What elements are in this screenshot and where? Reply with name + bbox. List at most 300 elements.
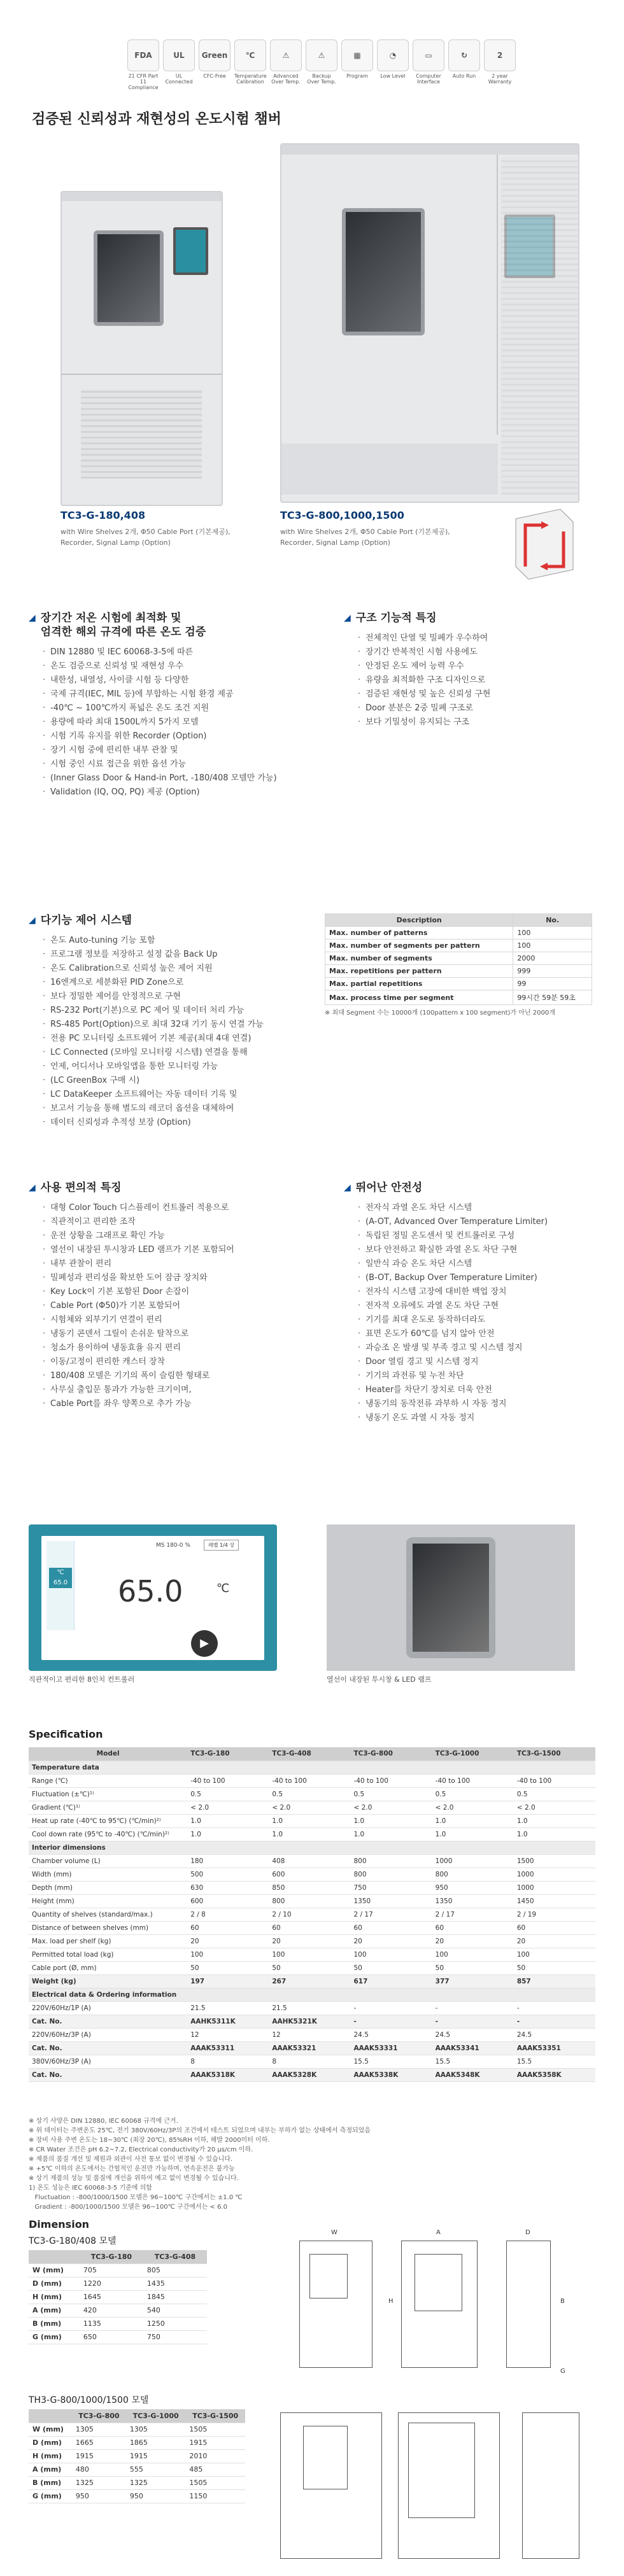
badge [341, 39, 373, 97]
list-item: · 16엔계으로 세분화된 PID Zone으로 [43, 976, 322, 990]
list-item: · 시험 기록 유지를 위한 Recorder (Option) [43, 729, 309, 743]
spec-cell: 850 [269, 1881, 350, 1894]
list-item: · 운전 상황을 그래프로 확인 가능 [43, 1229, 322, 1243]
window-outline [303, 2426, 348, 2489]
spec-cell: 50 [514, 1961, 595, 1974]
spec-cell: 20 [432, 1934, 514, 1948]
section-convenience [29, 1181, 322, 1411]
table-cell: 99 [513, 978, 592, 990]
section-title: 엄격한 해외 규격에 따른 온도 검증 [40, 626, 206, 638]
level-button[interactable]: 레벨 1/4 상 [204, 1540, 239, 1551]
badge [127, 39, 159, 97]
window-outline [309, 2254, 348, 2298]
badge [234, 39, 266, 97]
spec-cell: Temperature data [29, 1761, 187, 1774]
spec-cell [432, 1761, 514, 1774]
spec-cell: 800 [351, 1868, 432, 1881]
section-marker-icon: ◢ [344, 1183, 351, 1193]
spec-cell: Chamber volume (L) [29, 1854, 187, 1868]
list-item: · 온도 검증으로 신뢰성 및 재현성 우수 [43, 659, 309, 673]
list-item: · (A-OT, Advanced Over Temperature Limiter) [358, 1215, 605, 1229]
spec-cell [269, 1841, 350, 1854]
table-header: No. [513, 914, 592, 927]
spec-cell: 50 [187, 1961, 269, 1974]
feature-list [358, 1201, 605, 1425]
table-cell: 100 [513, 940, 592, 952]
spec-cell: 100 [514, 1948, 595, 1961]
dim-cell: D (mm) [29, 2436, 72, 2449]
spec-cell: 267 [269, 1974, 350, 1988]
dim-header: TC3-G-1000 [126, 2409, 186, 2423]
dimension-title: Dimension [29, 2218, 90, 2230]
spec-cell: 0.5 [432, 1787, 514, 1801]
section-structure [344, 611, 599, 729]
list-item: · (LC GreenBox 구매 시) [43, 1074, 322, 1088]
spec-cell: AAAK53351 [514, 2041, 595, 2055]
spec-cell: 50 [269, 1961, 350, 1974]
spec-header: TC3-G-800 [351, 1747, 432, 1761]
list-item: · 내한성, 내열성, 사이클 시험 등 다양한 [43, 673, 309, 687]
dim-cell: A (mm) [29, 2463, 72, 2476]
spec-cell: 377 [432, 1974, 514, 1988]
spec-cell: < 2.0 [351, 1801, 432, 1814]
list-item: · 용량에 따라 최대 1500L까지 5가지 모델 [43, 715, 309, 729]
table-note: ※ 최대 Segment 수는 10000개 (100pattern x 100 segment)가 아닌 2000개 [325, 1010, 555, 1017]
spec-cell: 2 / 17 [432, 1908, 514, 1921]
dim-letter: W [331, 2229, 337, 2236]
spec-cell: 20 [269, 1934, 350, 1948]
dim-cell: 540 [143, 2304, 207, 2317]
dim-row [29, 2317, 207, 2330]
spec-cell: 60 [187, 1921, 269, 1934]
spec-cell: - [514, 2015, 595, 2028]
badge-icon: ▭ [413, 39, 444, 71]
dim-cell: 1220 [80, 2277, 143, 2290]
spec-header: TC3-G-1000 [432, 1747, 514, 1761]
chamber-outline [415, 2254, 462, 2311]
list-item: · 보고서 기능을 통해 별도의 레코더 옵션을 대체하여 [43, 1102, 322, 1116]
set-value: 65.0 [53, 1579, 68, 1586]
spec-cell: -40 to 100 [269, 1774, 350, 1787]
spec-row [29, 1961, 595, 1974]
spec-cell [351, 1841, 432, 1854]
feature-badges [127, 39, 592, 97]
spec-row [29, 2001, 595, 2015]
list-item: · 냉동기 콘덴서 그릴이 손쉬운 탈착으로 [43, 1327, 322, 1341]
spec-row [29, 1881, 595, 1894]
dim-cell: 1865 [126, 2436, 186, 2449]
badge-icon: ▦ [341, 39, 373, 71]
table-header: Description [325, 914, 513, 927]
spec-header: TC3-G-408 [269, 1747, 350, 1761]
dim-letter: D [525, 2229, 530, 2236]
feature-list [43, 645, 309, 799]
table-cell: Max. number of segments [325, 952, 513, 965]
dim-header: TC3-G-1500 [185, 2409, 245, 2423]
dim-cell: 1305 [72, 2423, 126, 2436]
spec-cell: 950 [432, 1881, 514, 1894]
spec-cell: < 2.0 [514, 1801, 595, 1814]
badge [270, 39, 302, 97]
list-item: · RS-232 Port(기본)으로 PC 제어 및 데이터 처리 가능 [43, 1004, 322, 1018]
spec-cell: - [432, 2015, 514, 2028]
list-item: · 내부 관찰이 편리 [43, 1257, 322, 1271]
dim-cell: 1305 [126, 2423, 186, 2436]
spec-row [29, 2068, 595, 2081]
badge-label: 21 CFR Part 11 Compliance [128, 73, 159, 90]
set-value-box [49, 1568, 72, 1588]
list-item: · 언제, 어디서나 모바일앱을 통한 모니터링 가능 [43, 1060, 322, 1074]
spec-cell: Width (mm) [29, 1868, 187, 1881]
condenser-grille [81, 390, 202, 479]
badge-label: Temperature Calibration [234, 73, 267, 85]
badge [413, 39, 444, 97]
viewing-window [342, 208, 425, 335]
spec-cell: 1.0 [432, 1814, 514, 1827]
list-item: · 직관적이고 편리한 조작 [43, 1215, 322, 1229]
dim-cell: H (mm) [29, 2290, 80, 2304]
spec-cell: Heat up rate (-40℃ to 95℃) (℃/min)²⁾ [29, 1814, 187, 1827]
spec-cell: 1.0 [351, 1827, 432, 1841]
spec-cell: AAHK5311K [187, 2015, 269, 2028]
spec-cell: 100 [187, 1948, 269, 1961]
spec-row [29, 1908, 595, 1921]
dim-row [29, 2330, 207, 2344]
list-item: · LC DataKeeper 소프트웨어는 자동 데이터 기록 및 [43, 1088, 322, 1102]
badge-icon: 2 [484, 39, 516, 71]
spec-cell: AAAK53321 [269, 2041, 350, 2055]
spec-header: TC3-G-180 [187, 1747, 269, 1761]
badge-icon: UL [163, 39, 195, 71]
dim-letter: G [560, 2368, 565, 2375]
badge [484, 39, 516, 97]
dim-cell: 950 [126, 2489, 186, 2503]
spec-cell: Height (mm) [29, 1894, 187, 1908]
spec-notes [29, 2116, 595, 2212]
spec-cell [187, 1841, 269, 1854]
spec-cell: AAAK5318K [187, 2068, 269, 2081]
list-item: · 열선이 내장된 투시창과 LED 램프가 기본 포함되어 [43, 1243, 322, 1257]
table-cell: Max. process time per segment [325, 990, 513, 1005]
dim-cell: D (mm) [29, 2277, 80, 2290]
section-marker-icon: ◢ [29, 915, 36, 926]
spec-title: Specification [29, 1728, 103, 1740]
list-item: · Door 분분은 2중 밀폐 구조로 [358, 701, 599, 715]
dim-cell: 750 [143, 2330, 207, 2344]
spec-cell: 197 [187, 1974, 269, 1988]
model-sub: Recorder, Signal Lamp (Option) [60, 538, 171, 547]
list-item: · LC Connected (모바일 모니터링 시스템) 연결을 통해 [43, 1046, 322, 1060]
spec-cell: 1.0 [514, 1814, 595, 1827]
window-caption: 열선이 내장된 투시창 & LED 램프 [327, 1675, 432, 1684]
dim-row [29, 2449, 245, 2463]
dim-row [29, 2423, 245, 2436]
note-line: ※ CR Water 조건은 pH 6.2~7.2, Electrical conductivity가 20 μs/cm 이하. [29, 2146, 253, 2153]
list-item: · 냉동기의 동작전류 과부하 시 자동 정지 [358, 1397, 605, 1411]
spec-cell: 600 [187, 1894, 269, 1908]
spec-cell: AAAK53341 [432, 2041, 514, 2055]
spec-cell: 0.5 [351, 1787, 432, 1801]
list-item: · (B-OT, Backup Over Temperature Limiter) [358, 1271, 605, 1285]
section-title: 장기간 저온 시험에 최적화 및 [40, 612, 181, 624]
badge-label: Computer Interface [416, 73, 441, 85]
base-panel [281, 444, 498, 495]
note-line: ※ 상기 제품의 성능 및 품질에 개선을 위하여 예고 없이 변경될 수 있습니다. [29, 2175, 239, 2182]
spec-cell: Distance of between shelves (mm) [29, 1921, 187, 1934]
list-item: · (Inner Glass Door & Hand-in Port, -180/408 모델만 가능) [43, 771, 309, 785]
badge-label: Backup Over Temp. [307, 73, 336, 85]
spec-cell [514, 1988, 595, 2001]
side-view-drawing [506, 2241, 551, 2368]
list-item: · 180/408 모델은 기기의 폭이 슬림한 형태로 [43, 1369, 322, 1383]
spec-cell: 1.0 [269, 1814, 350, 1827]
controller-caption: 직관적이고 편리한 8인치 컨트롤러 [29, 1675, 135, 1684]
list-item: · 시험체와 외부기기 연결이 편리 [43, 1313, 322, 1327]
play-button[interactable]: ▶ [191, 1630, 218, 1657]
list-item: · 보다 기밀성이 유지되는 구조 [358, 715, 599, 729]
spec-cell: 1.0 [269, 1827, 350, 1841]
dim-row [29, 2277, 207, 2290]
spec-row [29, 1988, 595, 2001]
chamber-outline [408, 2423, 475, 2518]
spec-cell: 24.5 [351, 2028, 432, 2041]
badge-label: Advanced Over Temp. [271, 73, 301, 85]
list-item: · 밀폐성과 편리성을 확보한 도어 잠금 장치와 [43, 1271, 322, 1285]
list-item: · 기기의 과전류 및 누전 차단 [358, 1369, 605, 1383]
spec-cell: 180 [187, 1854, 269, 1868]
spec-cell: 100 [351, 1948, 432, 1961]
spec-cell: Weight (kg) [29, 1974, 187, 1988]
spec-row [29, 1801, 595, 1814]
table-row [325, 927, 592, 940]
list-item: · 데이터 신뢰성과 추적성 보장 (Option) [43, 1116, 322, 1130]
list-item: · 일반식 과승 온도 차단 시스템 [358, 1257, 605, 1271]
badge-icon: ◔ [377, 39, 409, 71]
badge [163, 39, 195, 97]
spec-cell: 1.0 [187, 1827, 269, 1841]
spec-cell: 408 [269, 1854, 350, 1868]
side-vent [501, 157, 578, 495]
badge-label: Program [346, 73, 368, 79]
spec-cell: 1.0 [432, 1827, 514, 1841]
list-item: · DIN 12880 및 IEC 60068-3-5에 따른 [43, 645, 309, 659]
dim-cell: 1645 [80, 2290, 143, 2304]
page-headline: 검증된 신뢰성과 재현성의 온도시험 챔버 [32, 111, 281, 127]
dim-cell: 1150 [185, 2489, 245, 2503]
spec-cell: 1.0 [514, 1827, 595, 1841]
list-item: · 온도 Auto-tuning 기능 포함 [43, 934, 322, 948]
badge-icon: ⚠ [306, 39, 337, 71]
note-line: ※ +5℃ 이하의 온도에서는 간헐적인 운전만 가능하며, 연속운전은 불가능 [29, 2165, 235, 2172]
spec-cell: -40 to 100 [187, 1774, 269, 1787]
dim-cell: 650 [80, 2330, 143, 2344]
dimension-subtitle: TC3-G-180/408 모델 [29, 2236, 117, 2246]
dim-cell: 705 [80, 2263, 143, 2277]
spec-row [29, 1761, 595, 1774]
dim-letter: H [388, 2298, 394, 2305]
spec-cell: 220V/60Hz/3P (A) [29, 2028, 187, 2041]
spec-cell: 2 / 10 [269, 1908, 350, 1921]
spec-cell: 800 [351, 1854, 432, 1868]
spec-cell: 15.5 [432, 2055, 514, 2068]
badge-icon: ⚠ [270, 39, 302, 71]
note-line: ※ 위 데이터는 주변온도 25℃, 전기 380V/60Hz/3P의 조건에서 테스트 되었으며 내부는 부하가 없는 상태에서 측정되었음 [29, 2127, 371, 2134]
spec-cell: 1.0 [351, 1814, 432, 1827]
dim-cell: W (mm) [29, 2423, 72, 2436]
dim-cell: G (mm) [29, 2489, 72, 2503]
badge-label: Auto Run [452, 73, 476, 79]
spec-row [29, 1774, 595, 1787]
section-marker-icon: ◢ [344, 613, 351, 623]
table-cell: 99시간 59분 59초 [513, 990, 592, 1005]
model-title: TC3-G-800,1000,1500 [280, 509, 404, 521]
list-item: · -40℃ ~ 100℃까지 폭넓은 온도 조건 지원 [43, 701, 309, 715]
chamber-top-panel [281, 144, 578, 155]
spec-cell: < 2.0 [269, 1801, 350, 1814]
spec-cell: -40 to 100 [351, 1774, 432, 1787]
dim-cell: 1665 [72, 2436, 126, 2449]
dim-cell: 1325 [72, 2476, 126, 2489]
spec-cell: 750 [351, 1881, 432, 1894]
spec-cell: 0.5 [514, 1787, 595, 1801]
dim-cell: 2010 [185, 2449, 245, 2463]
spec-cell: Max. load per shelf (kg) [29, 1934, 187, 1948]
list-item: · 사무실 출입문 통과가 가능한 크기이며, [43, 1383, 322, 1397]
spec-cell: 50 [432, 1961, 514, 1974]
model-sub: with Wire Shelves 2개, Φ50 Cable Port (기본제공), [280, 528, 450, 536]
front-view-open-drawing [401, 2241, 478, 2368]
viewing-window [406, 1537, 495, 1658]
spec-cell [351, 1761, 432, 1774]
spec-cell: 20 [187, 1934, 269, 1948]
spec-row [29, 1827, 595, 1841]
list-item: · 안정된 온도 제어 능력 우수 [358, 659, 599, 673]
dim-cell: 1435 [143, 2277, 207, 2290]
list-item: · Key Lock이 기본 포함된 Door 손잡이 [43, 1285, 322, 1299]
spec-cell: AAAK5328K [269, 2068, 350, 2081]
note-line: ※ 제품의 품질 개선 및 제원과 외관이 사전 통보 없이 변경될 수 있습니다. [29, 2156, 233, 2163]
spec-cell: 21.5 [269, 2001, 350, 2015]
spec-cell [432, 1841, 514, 1854]
spec-cell: AAHK5321K [269, 2015, 350, 2028]
section-title: 뛰어난 안전성 [355, 1181, 423, 1194]
spec-cell: 617 [351, 1974, 432, 1988]
spec-cell: 12 [187, 2028, 269, 2041]
spec-cell: 1350 [351, 1894, 432, 1908]
dim-cell: 1325 [126, 2476, 186, 2489]
note-line: Gradient : -800/1000/1500 모델은 96~100℃ 구간에서는 < 6.0 [29, 2204, 227, 2211]
spec-cell: < 2.0 [432, 1801, 514, 1814]
feature-list [358, 631, 599, 729]
dim-cell: 1915 [126, 2449, 186, 2463]
spec-cell: 800 [432, 1868, 514, 1881]
table-row [325, 978, 592, 990]
section-title: 구조 기능적 특징 [355, 612, 437, 624]
spec-row [29, 1948, 595, 1961]
badge [306, 39, 337, 97]
spec-cell: 2 / 8 [187, 1908, 269, 1921]
dim-cell: G (mm) [29, 2330, 80, 2344]
spec-cell [269, 1988, 350, 2001]
spec-cell [514, 1841, 595, 1854]
spec-cell: 0.5 [269, 1787, 350, 1801]
dim-header: TC3-G-800 [72, 2409, 126, 2423]
spec-cell: 12 [269, 2028, 350, 2041]
spec-cell: 100 [432, 1948, 514, 1961]
spec-row [29, 1787, 595, 1801]
section-low-temp [29, 611, 309, 799]
dim-letter: B [560, 2298, 565, 2305]
spec-row [29, 1868, 595, 1881]
dim-cell: A (mm) [29, 2304, 80, 2317]
list-item: · 전용 PC 모니터링 소프트웨어 기본 제공(최대 4대 연결) [43, 1032, 322, 1046]
spec-cell: 500 [187, 1868, 269, 1881]
badge-label: CFC-Free [203, 73, 226, 79]
list-item: · 과승조 온 발생 및 부족 경고 및 시스템 정지 [358, 1341, 605, 1355]
spec-cell: 15.5 [351, 2055, 432, 2068]
spec-cell: Cable port (Ø, mm) [29, 1961, 187, 1974]
dim-cell: B (mm) [29, 2476, 72, 2489]
dim-row [29, 2463, 245, 2476]
note-line: 1) 온도 성능은 IEC 60068-3-5 기준에 의함 [29, 2185, 152, 2192]
spec-cell: 1000 [432, 1854, 514, 1868]
model-caption-large [280, 509, 490, 548]
spec-cell: Cat. No. [29, 2068, 187, 2081]
controller-title: MS 180-0 % [156, 1542, 190, 1549]
controller-display [173, 227, 208, 275]
dim-cell: 485 [185, 2463, 245, 2476]
badge [448, 39, 480, 97]
spec-cell: 60 [351, 1921, 432, 1934]
dim-header: TC3-G-180 [80, 2250, 143, 2263]
spec-cell: 220V/60Hz/1P (A) [29, 2001, 187, 2015]
dim-row [29, 2436, 245, 2449]
list-item: · 표면 온도가 60℃를 넘지 않아 안전 [358, 1327, 605, 1341]
table-cell: Max. number of patterns [325, 927, 513, 940]
section-title: 다기능 제어 시스템 [40, 914, 132, 927]
airflow-diagram [503, 506, 579, 582]
spec-cell: AAAK5338K [351, 2068, 432, 2081]
dimension-table-large [29, 2409, 245, 2503]
spec-cell: Fluctuation (±℃)¹⁾ [29, 1787, 187, 1801]
spec-cell: 21.5 [187, 2001, 269, 2015]
spec-cell: - [514, 2001, 595, 2015]
panel-divider [62, 374, 222, 375]
viewing-window [94, 230, 164, 326]
unit-label: ℃ [57, 1569, 64, 1576]
list-item: · 대형 Color Touch 디스플레이 컨트롤러 적용으로 [43, 1201, 322, 1215]
model-title: TC3-G-180,408 [60, 509, 146, 521]
badge-icon: FDA [127, 39, 159, 71]
list-item: · Heater를 차단기 장치로 더욱 안전 [358, 1383, 605, 1397]
spec-cell: AAAK53331 [351, 2041, 432, 2055]
table-row [325, 952, 592, 965]
list-item: · 시험 중인 시료 접근을 위한 옵션 가능 [43, 757, 309, 771]
dim-cell: 1250 [143, 2317, 207, 2330]
model-sub: with Wire Shelves 2개, Φ50 Cable Port (기본제공), [60, 528, 230, 536]
dim-cell: H (mm) [29, 2449, 72, 2463]
dim-cell: 420 [80, 2304, 143, 2317]
dim-cell: 1915 [72, 2449, 126, 2463]
dim-header: TC3-G-408 [143, 2250, 207, 2263]
list-item: · RS-485 Port(Option)으로 최대 32대 기기 동시 연결 가능 [43, 1018, 322, 1032]
spec-cell: 100 [269, 1948, 350, 1961]
table-cell: Max. partial repetitions [325, 978, 513, 990]
list-item: · 독립된 정밀 온도센서 및 컨트롤러로 구성 [358, 1229, 605, 1243]
chamber-small-image [60, 191, 223, 506]
badge-icon: Green [199, 39, 230, 71]
badge [377, 39, 409, 97]
